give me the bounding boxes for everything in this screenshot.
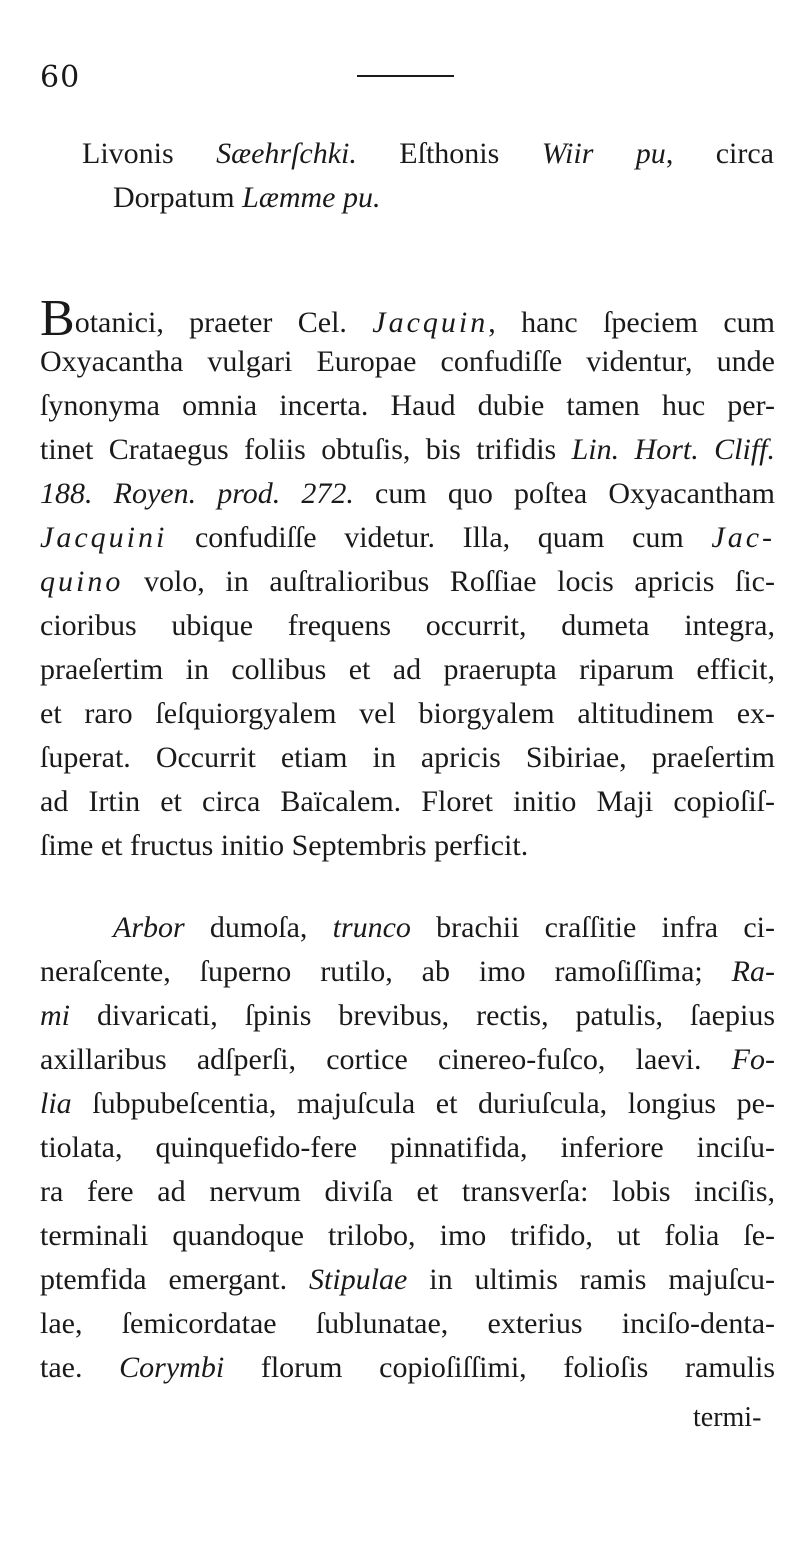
text: Læmme pu. bbox=[242, 181, 381, 214]
p2-line-9 bbox=[40, 1262, 775, 1298]
text: dumoſa, bbox=[184, 911, 333, 944]
text: Jacquini bbox=[40, 521, 168, 554]
text: tinet Crataegus foliis obtuſis, bis trifidis bbox=[40, 433, 572, 466]
p2-line-11 bbox=[40, 1350, 775, 1386]
p1-line-11: ſuperat. Occurrit etiam in apricis Sibiriae, praeſertim bbox=[40, 741, 775, 774]
header-rule bbox=[357, 75, 454, 77]
text: florum copioſiſſimi, folioſis ramulis bbox=[224, 1351, 776, 1384]
text: Stipulae bbox=[309, 1263, 408, 1296]
p1-line-10: et raro ſeſquiorgyalem vel biorgyalem altitudinem ex- bbox=[40, 697, 775, 730]
p1-line-4 bbox=[40, 432, 775, 468]
text: neraſcente, ſuperno rutilo, ab imo ramoſiſſima; bbox=[40, 955, 732, 988]
text: mi bbox=[40, 999, 70, 1032]
text: Sæehrſchki. bbox=[216, 137, 357, 170]
text: lia bbox=[40, 1087, 72, 1120]
text: Fo- bbox=[731, 1043, 775, 1076]
text: 188. Royen. prod. 272. bbox=[40, 477, 354, 510]
p2-line-2 bbox=[40, 954, 775, 990]
p1-line-3: ſynonyma omnia incerta. Haud dubie tamen huc per- bbox=[40, 389, 775, 422]
text: confudiſſe videtur. Illa, quam cum bbox=[167, 521, 712, 554]
p2-line-7: ra fere ad nervum diviſa et transverſa: lobis inciſis, bbox=[40, 1175, 775, 1208]
text: volo, in auſtralioribus Roſſiae locis apricis ſic- bbox=[123, 565, 775, 598]
p2-line-10: lae, ſemicordatae ſublunatae, exterius inciſo-denta- bbox=[40, 1307, 775, 1340]
text: axillaribus adſperſi, cortice cinereo-fuſco, laevi. bbox=[40, 1043, 732, 1076]
text: cum quo poſtea Oxyacantham bbox=[353, 477, 775, 510]
intro-line-2 bbox=[113, 180, 380, 216]
text: ptemfida emergant. bbox=[40, 1263, 310, 1296]
text: Wiir pu bbox=[541, 137, 666, 170]
text: Dorpatum bbox=[113, 181, 243, 214]
p1-line-2: Oxyacantha vulgari Europae confudiſſe videntur, unde bbox=[40, 345, 775, 378]
text: Corymbi bbox=[119, 1351, 225, 1384]
p1-line-13: ſime et fructus initio Septembris perficit. bbox=[40, 829, 529, 862]
drop-cap: B bbox=[40, 290, 75, 347]
page-number: 60 bbox=[40, 60, 81, 95]
intro-line-1 bbox=[82, 136, 774, 172]
text: Ra- bbox=[731, 955, 775, 988]
p1-line-7 bbox=[40, 564, 775, 600]
p2-line-6: tiolata, quinquefido-fere pinnatifida, inferiore inciſu- bbox=[40, 1131, 775, 1164]
text: tae. bbox=[40, 1351, 120, 1384]
p1-line-1 bbox=[40, 290, 776, 347]
text: Livonis bbox=[82, 137, 217, 170]
p1-line-5 bbox=[40, 476, 775, 512]
text: Jac- bbox=[711, 521, 775, 554]
catchword: termi- bbox=[693, 1402, 762, 1433]
text: trunco bbox=[332, 911, 411, 944]
text: divaricati, ſpinis brevibus, rectis, patulis, ſaepius bbox=[70, 999, 775, 1032]
text: otanici, praeter Cel. bbox=[74, 306, 373, 339]
p2-line-8: terminali quandoque trilobo, imo trifido, ut folia ſe- bbox=[40, 1219, 775, 1252]
p2-line-1 bbox=[113, 910, 775, 946]
p2-line-5 bbox=[40, 1086, 775, 1122]
p1-line-9: praeſertim in collibus et ad praerupta riparum efficit, bbox=[40, 653, 775, 686]
p1-line-8: cioribus ubique frequens occurrit, dumeta integra, bbox=[40, 609, 775, 642]
p2-line-3 bbox=[40, 998, 775, 1034]
p1-line-12: ad Irtin et circa Baïcalem. Floret initio Maji copioſiſ- bbox=[40, 785, 775, 818]
text: , circa bbox=[665, 137, 774, 170]
text: , hanc ſpeciem cum bbox=[488, 306, 776, 339]
text: Arbor bbox=[113, 911, 185, 944]
text: in ultimis ramis majuſcu- bbox=[407, 1263, 775, 1296]
text: Eſthonis bbox=[356, 137, 542, 170]
text: brachii craſſitie infra ci- bbox=[410, 911, 775, 944]
p2-line-4 bbox=[40, 1042, 775, 1078]
text: ſubpubeſcentia, majuſcula et duriuſcula, longius pe- bbox=[71, 1087, 775, 1120]
text: quino bbox=[40, 565, 124, 598]
text: Lin. Hort. Cliff. bbox=[571, 433, 775, 466]
p1-line-6 bbox=[40, 520, 775, 556]
text: Jacquin bbox=[372, 306, 489, 339]
